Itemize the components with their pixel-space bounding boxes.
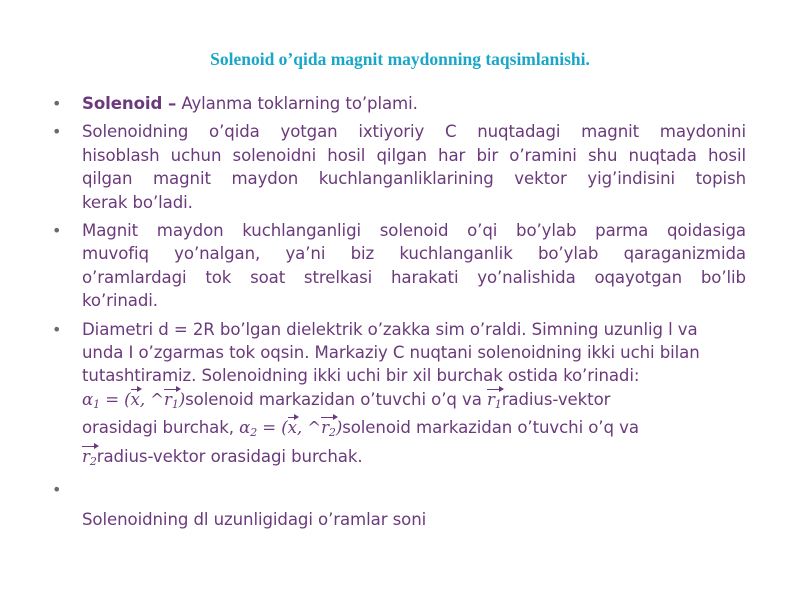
bullet-text — [82, 318, 746, 473]
bullet-spacer — [52, 508, 82, 531]
r-subscript: 2 — [89, 454, 97, 468]
text-line: ko’rinadi. — [82, 291, 158, 311]
bullet-item-definition — [52, 92, 746, 115]
slide-title: Solenoid o’qida magnit maydonning taqsimlanishi. — [210, 49, 590, 69]
r-subscript: 1 — [171, 397, 179, 411]
close-paren: ) — [335, 418, 343, 438]
text-line-alpha1 — [82, 388, 746, 416]
alpha1-description: solenoid markazidan o’tuvchi o’q va — [185, 389, 487, 409]
text-line-alpha2 — [82, 416, 746, 444]
alpha2-description: solenoid markazidan o’tuvchi o’q va — [342, 418, 639, 438]
text-line: muvofiq yo’nalgan, ya’ni biz kuchlanganlik bo’ylab qaraganizmida — [82, 244, 746, 264]
alpha-symbol: α — [82, 389, 94, 409]
definition-text: Aylanma toklarning to’plami. — [176, 94, 418, 113]
r-symbol: r — [163, 389, 172, 409]
equals-paren: = ( — [257, 418, 288, 438]
bullet-dot-icon: • — [52, 94, 62, 113]
r-symbol: r — [486, 389, 495, 409]
turns-count-text: Solenoidning dl uzunligidagi o’ramlar soni — [82, 509, 427, 529]
vector-r2 — [321, 416, 336, 444]
alpha-subscript: 2 — [250, 426, 258, 440]
bullet-item-geometry — [52, 318, 746, 473]
text-line: kerak bo’ladi. — [82, 192, 193, 212]
text-line: Solenoidning o’qida yotgan ixtiyoriy C nuqtadagi magnit maydonini — [82, 122, 746, 142]
slide-body — [52, 92, 746, 536]
equals-paren: = ( — [100, 389, 131, 409]
vector-r2 — [82, 445, 97, 473]
bullet-text-empty — [82, 478, 746, 501]
bullet-dot-icon: • — [52, 319, 62, 339]
vector-x: x — [131, 388, 140, 411]
text-line: o’ramlardagi tok soat strelkasi harakati yo’nalishida oqayotgan bo’lib — [82, 267, 746, 287]
comma-hat: , ^ — [296, 418, 322, 438]
vector-x: x — [288, 416, 297, 439]
text-line: Diametri d = 2R bo’lgan dielektrik o’zakka sim o’raldi. Simning uzunlig l va — [82, 319, 698, 339]
bullet-text — [82, 219, 746, 313]
comma-hat: , ^ — [139, 389, 164, 409]
text-line: hisoblash uchun solenoidni hosil qilgan har bir o’ramini shu nuqtada hosil — [82, 145, 746, 165]
text-line: qilgan magnit maydon kuchlanganliklarining vektor yig’indisini topish — [82, 169, 746, 189]
line5-start: orasidagi burchak, — [82, 418, 240, 438]
bullet-text — [82, 92, 746, 115]
bullet-dot-icon: • — [52, 221, 62, 241]
r-symbol: r — [321, 418, 329, 438]
alpha-symbol: α — [239, 418, 251, 438]
bullet-item-field-direction — [52, 219, 746, 313]
text-line-radius — [82, 445, 746, 473]
vector-r1 — [487, 388, 502, 416]
text-line: Magnit maydon kuchlanganligi solenoid o’qi bo’ylab parma qoidasiga — [82, 221, 746, 241]
bullet-text — [82, 120, 746, 214]
text-line: unda I o’zgarmas tok oqsin. Markaziy C nuqtani solenoidning ikki uchi bilan — [82, 343, 700, 363]
alpha-subscript: 1 — [93, 397, 101, 411]
bullet-dot-icon: • — [52, 480, 62, 500]
r-subscript: 1 — [494, 397, 502, 411]
vector-r1 — [164, 388, 179, 416]
close-paren: ) — [178, 389, 186, 409]
bullet-item-field-calculation — [52, 120, 746, 214]
r-subscript: 2 — [328, 426, 336, 440]
term-bold: Solenoid – — [82, 94, 177, 113]
paragraph-turns-count — [52, 508, 746, 531]
radius-vector-text: radius-vektor — [501, 389, 611, 409]
radius-vector-text: radius-vektor orasidagi burchak. — [96, 446, 363, 466]
r-symbol: r — [82, 446, 90, 466]
text-line: tutashtiramiz. Solenoidning ikki uchi bir xil burchak ostida ko’rinadi: — [82, 366, 640, 386]
bullet-item-empty — [52, 478, 746, 501]
bullet-dot-icon: • — [52, 122, 62, 142]
